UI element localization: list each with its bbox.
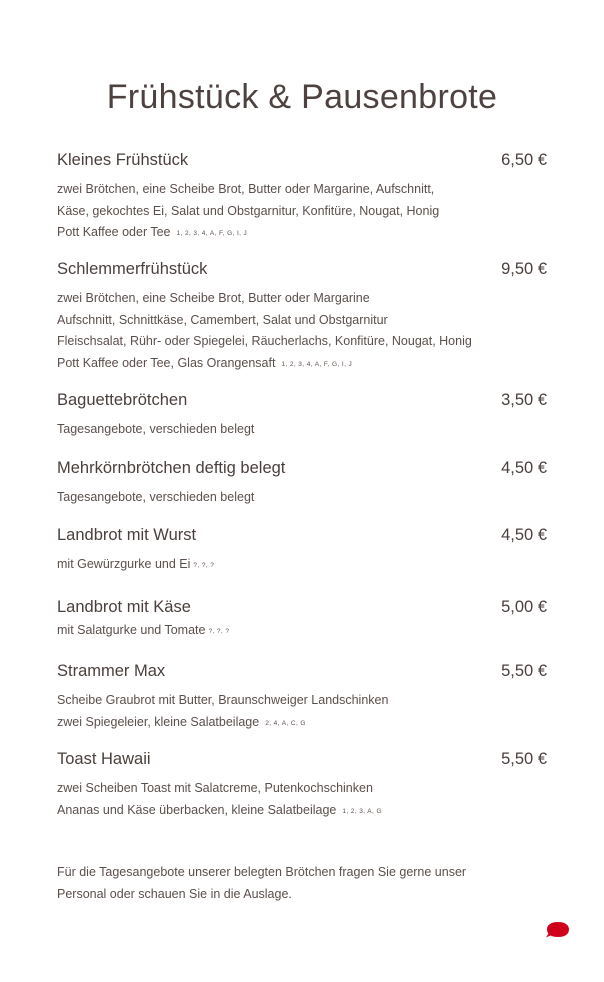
item-description — [57, 487, 547, 509]
description-line: Käse, gekochtes Ei, Salat und Obstgarnitur, Konfitüre, Nougat, Honig — [57, 203, 440, 218]
menu-item-strammer-max — [57, 662, 547, 734]
description-line: mit Salatgurke und Tomate — [57, 623, 206, 637]
item-name: Kleines Frühstück — [57, 151, 189, 169]
item-price: 4,50 € — [501, 459, 547, 477]
allergen-codes: 1, 2, 3, A, G — [342, 807, 382, 815]
description-line: Ananas und Käse überbacken, kleine Salatbeilage — [57, 802, 337, 817]
description-line: Pott Kaffee oder Tee, Glas Orangensaft — [57, 355, 276, 370]
description-line: Tagesangebote, verschieden belegt — [57, 422, 255, 436]
item-description — [57, 179, 547, 245]
allergen-codes: 1, 2, 3, 4, A, F, G, I, J — [281, 360, 353, 368]
item-description — [57, 288, 547, 375]
item-price: 5,00 € — [501, 598, 547, 616]
menu-item-schlemmerfruehstueck — [57, 260, 547, 375]
item-description — [57, 778, 547, 822]
footer-line: Für die Tagesangebote unserer belegten Brötchen fragen Sie gerne unser — [57, 865, 467, 879]
item-price: 9,50 € — [501, 260, 547, 278]
menu-item-landbrot-mit-wurst — [57, 526, 547, 577]
red-speech-bubble-icon — [545, 920, 571, 940]
item-price: 5,50 € — [501, 662, 547, 680]
item-name: Baguettebrötchen — [57, 391, 188, 409]
menu-item-toast-hawaii — [57, 750, 547, 822]
description-line: Tagesangebote, verschieden belegt — [57, 490, 255, 504]
allergen-codes: 2, 4, A, C, G — [265, 719, 306, 727]
allergen-codes: ?, ?, ? — [193, 562, 215, 569]
item-name: Strammer Max — [57, 662, 166, 680]
description-line: Pott Kaffee oder Tee — [57, 225, 171, 239]
description-line: Fleischsalat, Rühr- oder Spiegelei, Räucherlachs, Konfitüre, Nougat, Honig — [57, 334, 472, 348]
description-line: zwei Scheiben Toast mit Salatcreme, Putenkochschinken — [57, 781, 373, 795]
description-line: Scheibe Graubrot mit Butter, Braunschweiger Landschinken — [57, 693, 389, 707]
item-name: Schlemmerfrühstück — [57, 260, 208, 278]
menu-item-baguettebroetchen — [57, 391, 547, 441]
item-name: Landbrot mit Wurst — [57, 526, 197, 544]
allergen-codes: 1, 2, 3, 4, A, F, G, I, J — [176, 230, 248, 237]
item-description — [57, 419, 547, 441]
menu-item-mehrkoernbroetchen — [57, 459, 547, 509]
description-line: Aufschnitt, Schnittkäse, Camembert, Salat und Obstgarnitur — [57, 312, 388, 327]
menu-item-landbrot-mit-kaese — [57, 598, 547, 643]
item-price: 4,50 € — [501, 526, 547, 544]
item-price: 3,50 € — [501, 391, 547, 409]
item-description — [57, 690, 547, 734]
item-price: 6,50 € — [501, 151, 547, 169]
item-description — [57, 620, 547, 643]
item-name: Landbrot mit Käse — [57, 598, 191, 616]
allergen-codes: ?, ?, ? — [208, 628, 230, 635]
item-name: Toast Hawaii — [57, 750, 151, 768]
menu-item-kleines-fruehstueck — [57, 151, 547, 245]
item-name: Mehrkörnbrötchen deftig belegt — [57, 459, 286, 477]
footer-line: Personal oder schauen Sie in die Auslage. — [57, 886, 292, 901]
item-price: 5,50 € — [501, 750, 547, 768]
page-title: Frühstück & Pausenbrote — [106, 78, 498, 116]
description-line: mit Gewürzgurke und Ei — [57, 557, 191, 571]
description-line: zwei Brötchen, eine Scheibe Brot, Butter oder Margarine, Aufschnitt, — [57, 182, 435, 196]
footer-note — [57, 862, 527, 905]
item-description — [57, 554, 547, 577]
description-line: zwei Brötchen, eine Scheibe Brot, Butter oder Margarine — [57, 291, 370, 305]
description-line: zwei Spiegeleier, kleine Salatbeilage — [57, 714, 260, 729]
